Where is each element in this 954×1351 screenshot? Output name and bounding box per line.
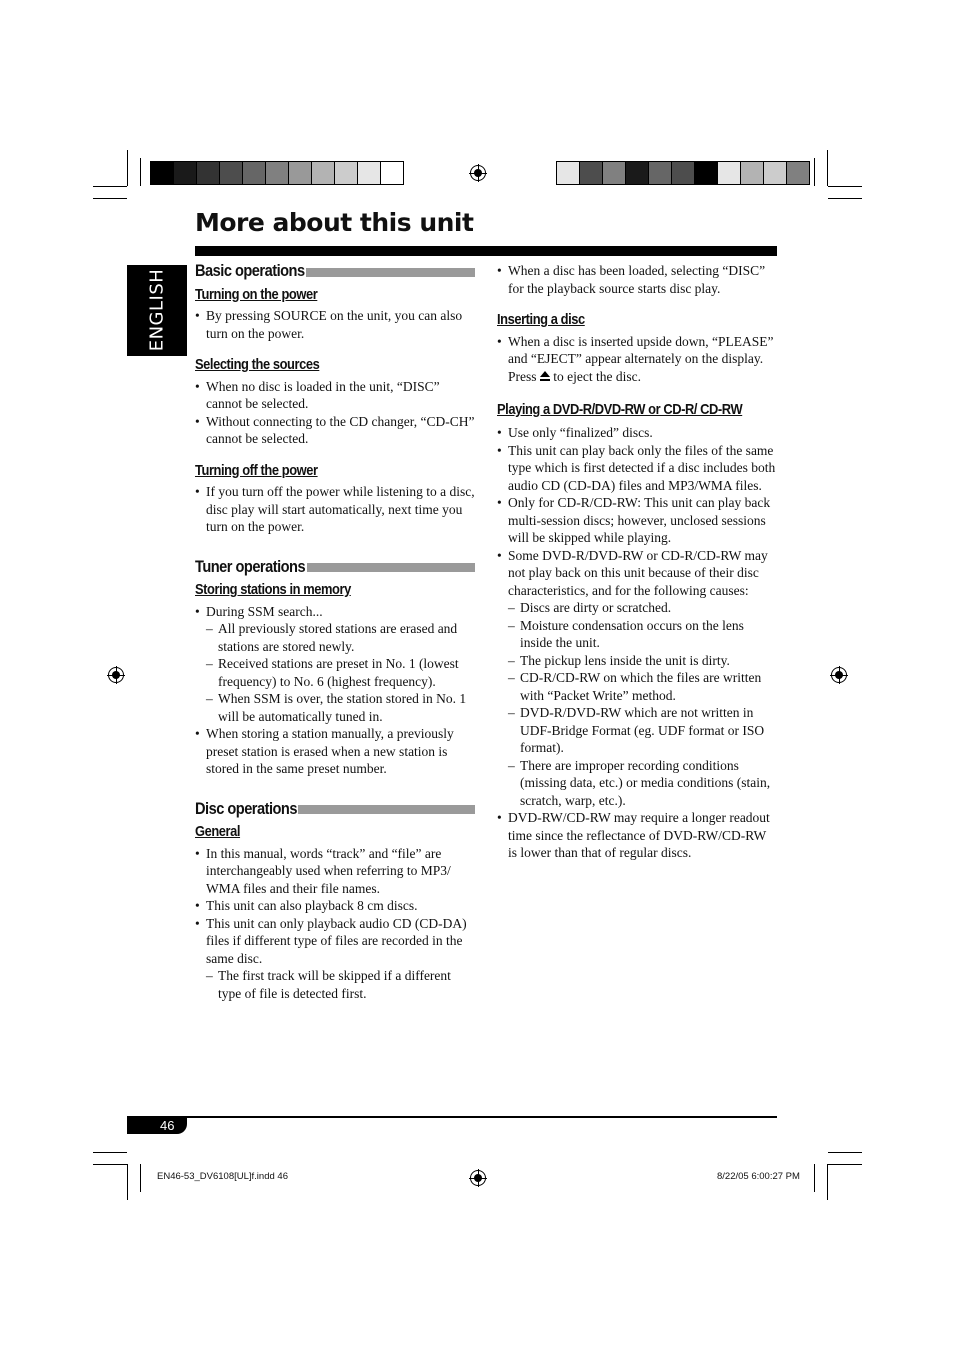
list-item: • During SSM search... [195, 603, 475, 621]
bullet-list [195, 307, 475, 342]
color-swatch [580, 162, 603, 184]
list-item: • Without connecting to the CD changer, “CD-CH” cannot be selected. [195, 413, 475, 448]
subheading-turning-on-power: Turning on the power [195, 285, 318, 303]
list-item: – The first track will be skipped if a different type of file is detected first. [195, 967, 475, 1002]
list-item: – When SSM is over, the station stored in No. 1 will be automatically tuned in. [195, 690, 475, 725]
color-swatch [787, 162, 809, 184]
color-swatch [266, 162, 289, 184]
right-column [497, 262, 777, 862]
color-swatch [557, 162, 580, 184]
crop-mark [827, 150, 828, 186]
crop-mark [828, 198, 862, 199]
color-swatch [358, 162, 381, 184]
date-slug: 8/22/05 6:00:27 PM [717, 1171, 800, 1182]
color-swatch [243, 162, 266, 184]
registration-target-icon [470, 1170, 486, 1186]
color-swatch [718, 162, 741, 184]
section-disc-operations [195, 800, 475, 818]
list-item: – All previously stored stations are erased and stations are stored newly. [195, 620, 475, 655]
color-swatch [695, 162, 718, 184]
language-tab [127, 265, 187, 356]
bullet-list [195, 845, 475, 1003]
bullet-list [195, 378, 475, 448]
subheading-storing-stations: Storing stations in memory [195, 581, 351, 598]
eject-icon [540, 371, 550, 382]
section-heading: Tuner operations [195, 556, 306, 576]
crop-mark [93, 186, 127, 187]
color-swatch [741, 162, 764, 184]
page-number: 46 [160, 1118, 175, 1133]
color-swatch [764, 162, 787, 184]
crop-mark [828, 186, 862, 187]
page-number-tab [127, 1117, 187, 1134]
bullet-list [497, 333, 777, 386]
color-swatch-bar-right [556, 161, 810, 185]
text: to eject the disc. [553, 368, 641, 384]
list-item: – Moisture condensation occurs on the lens inside the unit. [497, 617, 777, 652]
crop-mark [827, 1164, 828, 1200]
list-item: • Use only “finalized” discs. [497, 424, 777, 442]
color-swatch [312, 162, 335, 184]
list-item: • DVD-RW/CD-RW may require a longer readout time since the reflectance of DVD-RW/CD-RW is lower than that of regular discs. [497, 809, 777, 862]
crop-mark [93, 1152, 127, 1153]
color-swatch [603, 162, 626, 184]
color-swatch [174, 162, 197, 184]
crop-mark [140, 158, 141, 186]
crop-mark [828, 1152, 862, 1153]
section-bar [306, 268, 475, 277]
title-rule [195, 246, 777, 256]
crop-mark [127, 1164, 128, 1200]
list-item: – Received stations are preset in No. 1 (lowest frequency) to No. 6 (highest frequency). [195, 655, 475, 690]
list-item: • When a disc has been loaded, selecting “DISC” for the playback source starts disc play. [497, 262, 777, 297]
color-swatch [626, 162, 649, 184]
list-item: – The pickup lens inside the unit is dirty. [497, 652, 777, 670]
color-swatch-bar-left [150, 161, 404, 185]
subheading-general: General [195, 823, 241, 840]
list-item: – CD-R/CD-RW on which the files are written with “Packet Write” method. [497, 669, 777, 704]
section-basic-operations [195, 262, 475, 280]
text: When a disc is inserted upside down, “PLEASE” and “EJECT” appear alternately on the display. Press [508, 333, 774, 384]
color-swatch [649, 162, 672, 184]
list-item: – Discs are dirty or scratched. [497, 599, 777, 617]
list-item: – There are improper recording conditions (missing data, etc.) or media conditions (stain, scratch, warp, etc.). [497, 757, 777, 810]
registration-target-icon [108, 667, 124, 683]
registration-target-icon [831, 667, 847, 683]
page-title: More about this unit [195, 208, 474, 237]
section-bar [298, 805, 475, 814]
language-tab-label: ENGLISH [146, 268, 168, 352]
bullet-list [497, 262, 777, 297]
section-heading: Basic operations [195, 261, 305, 280]
list-item: • This unit can play back only the files of the same type which is first detected if a disc includes both audio CD (CD-DA) files and MP3/WMA files. [497, 442, 777, 495]
color-swatch [197, 162, 220, 184]
crop-mark [127, 150, 128, 186]
bullet-list [195, 483, 475, 536]
crop-mark [828, 1164, 862, 1165]
registration-target-icon [470, 165, 486, 181]
list-item: • This unit can also playback 8 cm discs. [195, 897, 475, 915]
list-item: • By pressing SOURCE on the unit, you can also turn on the power. [195, 307, 475, 342]
bullet-list [497, 424, 777, 862]
list-item: • This unit can only playback audio CD (CD-DA) files if different type of files are recorded in the same disc. [195, 915, 475, 968]
color-swatch [220, 162, 243, 184]
color-swatch [151, 162, 174, 184]
section-tuner-operations [195, 558, 475, 576]
subheading-inserting-disc: Inserting a disc [497, 311, 585, 328]
left-column [195, 262, 475, 1002]
list-item: • When no disc is loaded in the unit, “DISC” cannot be selected. [195, 378, 475, 413]
color-swatch [335, 162, 358, 184]
subheading-playing-dvd-r: Playing a DVD-R/DVD-RW or CD-R/ CD-RW [497, 401, 743, 418]
crop-mark [93, 198, 127, 199]
subheading-turning-off-power: Turning off the power [195, 461, 318, 479]
list-item: • When storing a station manually, a previously preset station is erased when a new station is stored in the same preset number. [195, 725, 475, 778]
section-heading: Disc operations [195, 798, 297, 818]
color-swatch [672, 162, 695, 184]
subheading-selecting-sources: Selecting the sources [195, 356, 320, 373]
crop-mark [93, 1164, 127, 1165]
bullet-list [195, 603, 475, 778]
color-swatch [289, 162, 312, 184]
list-item: – DVD-R/DVD-RW which are not written in UDF-Bridge Format (eg. UDF format or ISO format). [497, 704, 777, 757]
file-slug: EN46-53_DV6108[UL]f.indd 46 [157, 1171, 288, 1182]
section-bar [307, 563, 475, 572]
list-item: • If you turn off the power while listening to a disc, disc play will start automatically, next time you turn on the power. [195, 483, 475, 536]
list-item: • Some DVD-R/DVD-RW or CD-R/CD-RW may not play back on this unit because of their disc characteristics, and for the following causes: [497, 547, 777, 600]
crop-mark [814, 158, 815, 186]
footer-rule [127, 1116, 777, 1118]
color-swatch [381, 162, 403, 184]
crop-mark [814, 1164, 815, 1192]
crop-mark [140, 1164, 141, 1192]
list-item: • Only for CD-R/CD-RW: This unit can play back multi-session discs; however, unclosed sessions will be skipped while playing. [497, 494, 777, 547]
list-item: • In this manual, words “track” and “file” are interchangeably used when referring to MP3/ WMA files and their file names. [195, 845, 475, 898]
list-item [497, 333, 777, 386]
